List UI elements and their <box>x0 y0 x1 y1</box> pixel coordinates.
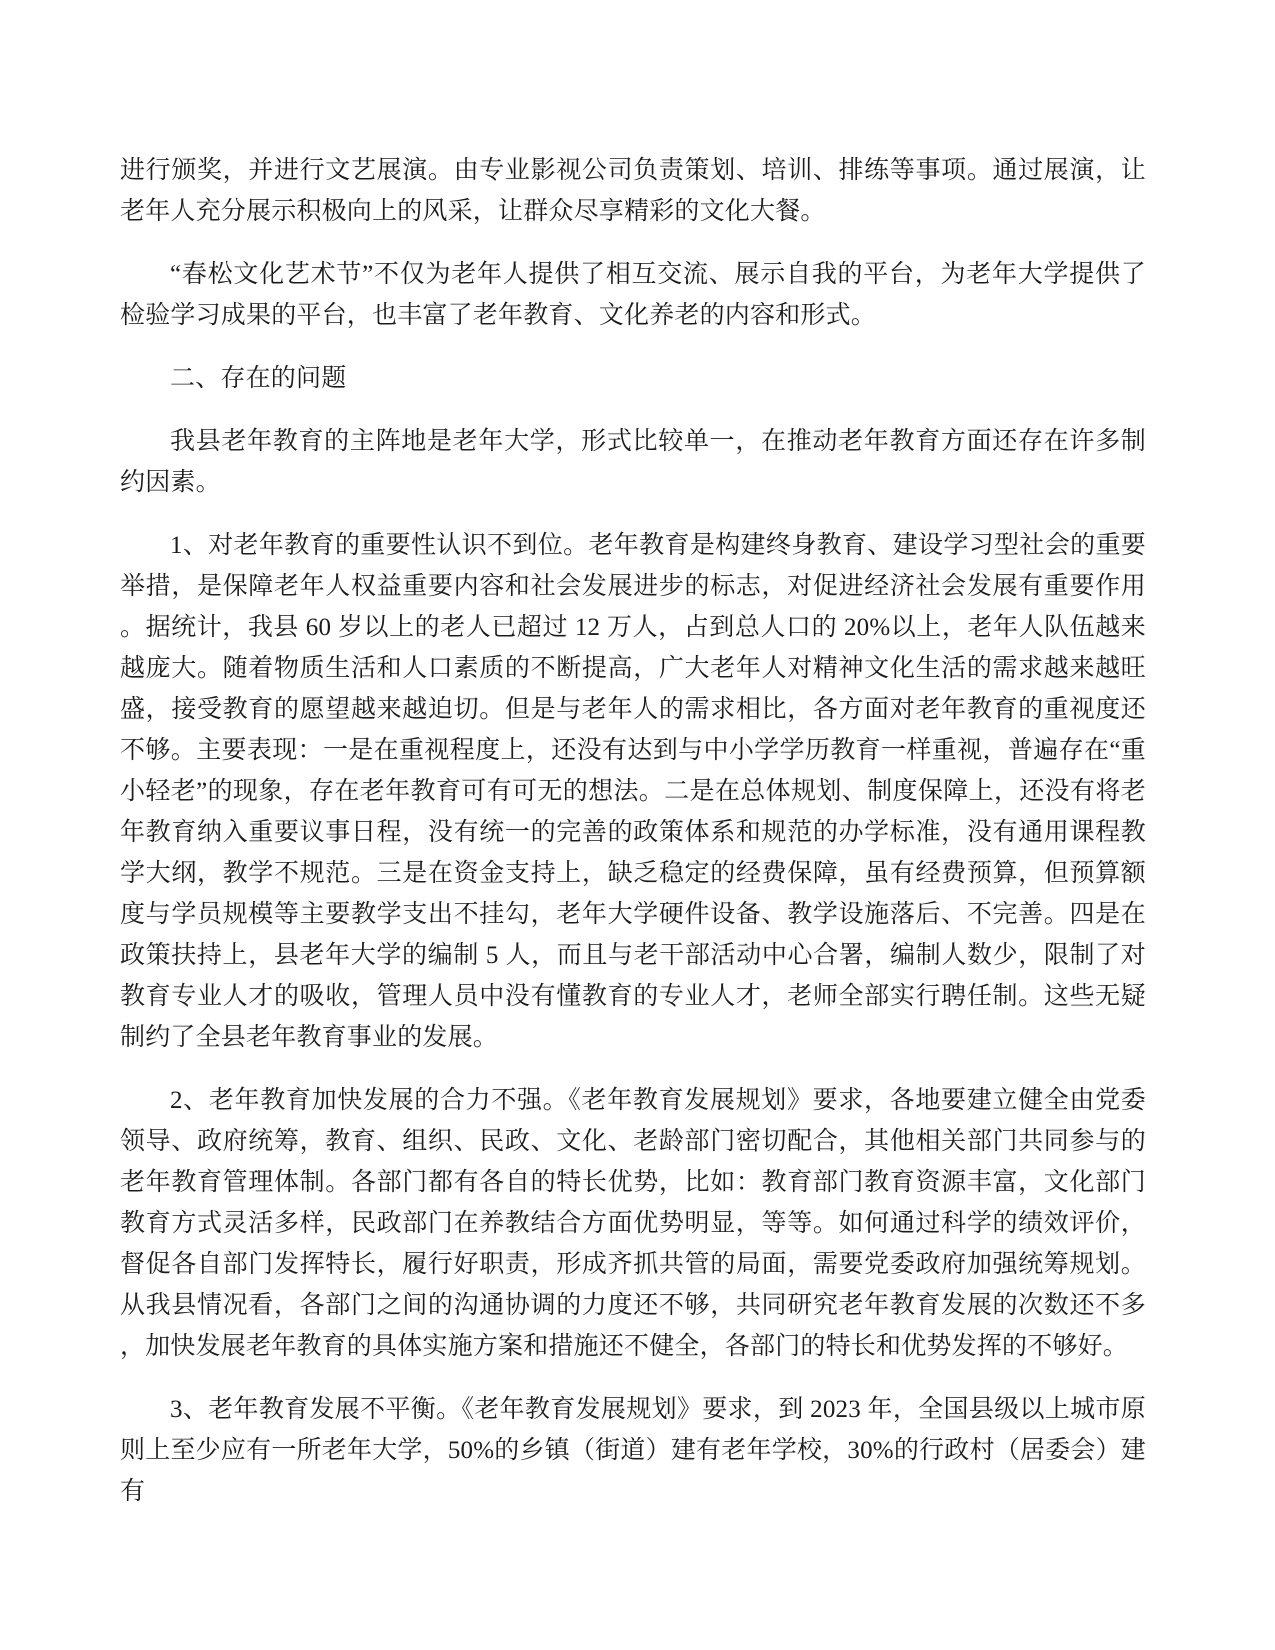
section-heading-existing-problems: 二、存在的问题 <box>170 365 347 392</box>
paragraph-awards-performance-continuation: 进行颁奖，并进行文艺展演。由专业影视公司负责策划、培训、排练等事项。通过展演，让老年人充分展示积极向上的风采，让群众尽享精彩的文化大餐。 <box>120 157 1146 225</box>
paragraph-spring-pine-art-festival: “春松文化艺术节”不仅为老年人提供了相互交流、展示自我的平台，为老年大学提供了检验学习成果的平台，也丰富了老年教育、文化养老的内容和形式。 <box>120 261 1146 329</box>
paragraph-problem-1-insufficient-awareness: 1、对老年教育的重要性认识不到位。老年教育是构建终身教育、建设学习型社会的重要举措，是保障老年人权益重要内容和社会发展进步的标志，对促进经济社会发展有重要作用。据统计，我县 60 岁以上的老人已超过 12 万人，占到总人口的 20%以上，老年人队伍越来越庞大。随着物质生活和人口素质的不断提高，广大老年人对精神文化生活的需求越来越旺盛，接受教育的愿望越来越迫切。但是与老年人的需求相比，各方面对老年教育的重视度还不够。主要表现：一是在重视程度上，还没有达到与中小学学历教育一样重视，普遍存在“重小轻老”的现象，存在老年教育可有可无的想法。二是在总体规划、制度保障上，还没有将老年教育纳入重要议事日程，没有统一的完善的政策体系和规范的办学标准，没有通用课程教学大纲，教学不规范。三是在资金支持上，缺乏稳定的经费保障，虽有经费预算，但预算额度与学员规模等主要教学支出不挂勾，老年大学硬件设备、教学设施落后、不完善。四是在政策扶持上，县老年大学的编制 5 人，而且与老干部活动中心合署，编制人数少，限制了对教育专业人才的吸收，管理人员中没有懂教育的专业人才，老师全部实行聘任制。这些无疑制约了全县老年教育事业的发展。 <box>120 532 1146 1051</box>
paragraph-problem-2-weak-joint-effort: 2、老年教育加快发展的合力不强。《老年教育发展规划》要求，各地要建立健全由党委领导、政府统筹，教育、组织、民政、文化、老龄部门密切配合，其他相关部门共同参与的老年教育管理体制。各部门都有各自的特长优势，比如：教育部门教育资源丰富，文化部门教育方式灵活多样，民政部门在养教结合方面优势明显，等等。如何通过科学的绩效评价，督促各自部门发挥特长，履行好职责，形成齐抓共管的局面，需要党委政府加强统筹规划。从我县情况看，各部门之间的沟通协调的力度还不够，共同研究老年教育发展的次数还不多，加快发展老年教育的具体实施方案和措施还不健全，各部门的特长和优势发挥的不够好。 <box>120 1087 1146 1360</box>
paragraph-problem-3-unbalanced-development: 3、老年教育发展不平衡。《老年教育发展规划》要求，到 2023 年，全国县级以上城市原则上至少应有一所老年大学，50%的乡镇（街道）建有老年学校，30%的行政村（居委会）建有 <box>120 1396 1146 1505</box>
paragraph-problems-overview: 我县老年教育的主阵地是老年大学，形式比较单一，在推动老年教育方面还存在许多制约因素。 <box>120 428 1146 496</box>
text-column <box>120 150 1146 1512</box>
